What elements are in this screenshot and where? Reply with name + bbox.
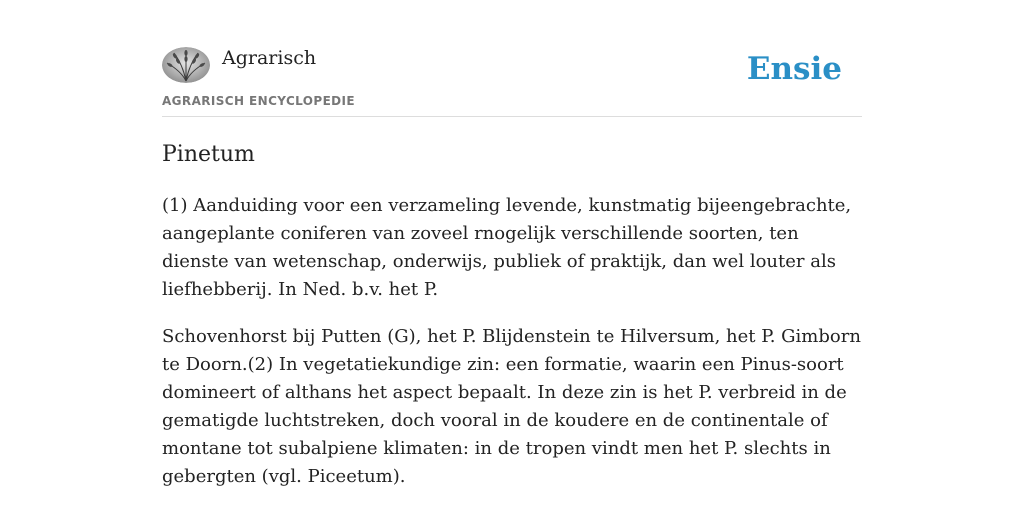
site-subtitle: AGRARISCH ENCYCLOPEDIE (162, 94, 355, 108)
page (162, 0, 862, 487)
wheat-logo-icon[interactable] (162, 47, 210, 83)
ensie-brand-link[interactable]: Ensie (746, 51, 842, 87)
entry-title: Pinetum (162, 142, 255, 167)
site-header (162, 0, 862, 117)
entry-paragraph: (1) Aanduiding voor een verzameling levende, kunstmatig bijeengebrachte, aangeplante coniferen van zoveel rnogelijk verschillende soorten, ten dienste van wetenschap, onderwijs, publiek of praktijk, dan wel louter als liefhebberij. In Ned. b.v. het P. (162, 195, 852, 300)
entry-paragraph: Schovenhorst bij Putten (G), het P. Blijdenstein te Hilversum, het P. Gimborn te Doorn.(2) In vegetatiekundige zin: een formatie, waarin een Pinus-soort domineert of althans het aspect bepaalt. In deze zin is het P. verbreid in de gematigde luchtstreken, doch vooral in de koudere en de continentale of montane tot subalpiene klimaten: in de tropen vindt men het P. slechts in gebergten (vgl. Piceetum). (162, 326, 861, 487)
site-title[interactable]: Agrarisch (222, 47, 317, 69)
entry-body (162, 192, 862, 510)
